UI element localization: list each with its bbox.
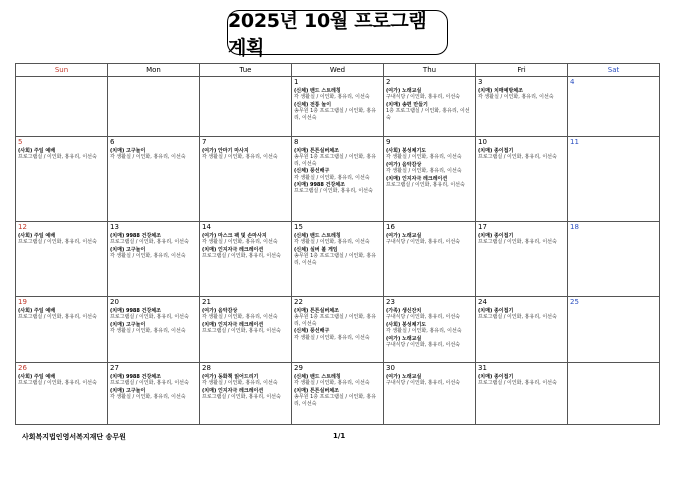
event-detail: 프로그램실 / 이인화, 홍유리, 이선숙 [202,253,281,260]
event-title: (치매) 종이접기 [478,374,514,380]
event-title: (여가) 안마기 마사지 [202,148,249,154]
event-item [202,374,289,387]
day-cell [476,137,568,222]
event-detail: 각 생활실 / 이인화, 홍유리, 이선숙 [202,380,278,387]
day-cell [292,222,384,297]
day-cell [568,297,660,363]
day-cell [108,297,200,363]
day-number: 22 [294,298,303,306]
page-number: 1/1 [333,432,346,440]
event-item [110,148,197,161]
event-detail: 각 생활실 / 이인화, 홍유리, 이선숙 [110,253,186,260]
day-number: 19 [18,298,27,306]
calendar-table [15,63,660,425]
event-title: (신체) 밴드 스트레칭 [294,233,341,239]
day-cell [292,297,384,363]
week-row [16,297,660,363]
day-cell [108,222,200,297]
day-number: 17 [478,223,487,231]
event-detail: 각 생활실 / 이인화, 홍유리, 이선숙 [202,154,278,161]
day-cell [200,297,292,363]
day-number: 15 [294,223,303,231]
event-title: (여가) 음악감상 [202,308,238,314]
event-detail: 구내식당 / 이인화, 홍유리, 이선숙 [386,314,461,321]
event-detail: 프로그램실 / 이인화, 홍유리, 이선숙 [478,239,557,246]
event-item [386,374,473,387]
day-number: 18 [570,223,579,231]
day-number: 12 [18,223,27,231]
day-cell [108,137,200,222]
day-cell [292,137,384,222]
event-item [386,88,473,101]
event-item [386,176,473,189]
event-item [294,182,381,195]
day-cell [292,363,384,425]
event-item [18,308,105,321]
weekday-header: Wed [292,64,384,77]
event-detail: 프로그램실 / 이인화, 홍유리, 이선숙 [18,239,97,246]
day-number: 6 [110,138,115,146]
event-title: (치매) 고구놀이 [110,148,146,154]
event-title: (신체) 밴드 스트레칭 [294,88,341,94]
event-detail: 프로그램실 / 이인화, 홍유리, 이선숙 [110,380,189,387]
event-detail: 프로그램실 / 이인화, 홍유리, 이선숙 [18,380,97,387]
day-number: 7 [202,138,207,146]
event-detail: 구내식당 / 이인화, 홍유리, 이선숙 [386,342,461,349]
event-title: (치매) 튼튼실버체조 [294,308,339,314]
day-cell [200,363,292,425]
day-number: 25 [570,298,579,306]
event-item [110,247,197,260]
day-cell [16,77,108,137]
event-title: (치매) 종이접기 [478,148,514,154]
event-title: (사회) 주일 예배 [18,308,56,314]
event-title: (치매) 9988 건강체조 [110,233,161,239]
event-detail: 프로그램실 / 이인화, 홍유리, 이선숙 [294,188,373,195]
weekday-header: Tue [200,64,292,77]
event-title: (치매) 튼튼실버체조 [294,387,339,394]
event-title: (신체) 실버 볼 게임 [294,246,338,253]
event-detail: 프로그램실 / 이인화, 홍유리, 이선숙 [478,154,557,161]
event-title: (치매) 튼튼실버체조 [294,148,339,154]
event-detail: 각 생활실 / 이인화, 홍유리, 이선숙 [478,94,554,101]
weekday-header: Sat [568,64,660,77]
event-item [294,374,381,387]
week-row [16,137,660,222]
event-item [18,374,105,387]
day-number: 8 [294,138,299,146]
event-item [18,148,105,161]
event-item [18,233,105,246]
day-cell [16,297,108,363]
event-title: (사회) 봉성체기도 [386,148,427,154]
event-title: (신체) 전통 놀이 [294,101,332,108]
day-cell [108,77,200,137]
event-detail: 프로그램실 / 이인화, 홍유리, 이선숙 [202,394,281,401]
day-cell [16,363,108,425]
page-title: 2025년 10월 프로그램 계획 [227,10,448,55]
event-title: (치매) 고구놀이 [110,387,146,394]
day-number: 29 [294,364,303,372]
event-item [110,308,197,321]
event-title: (사회) 주일 예배 [18,374,56,380]
event-item [294,148,381,167]
event-detail: 각 생활실 / 이인화, 홍유리, 이선숙 [294,174,370,181]
day-number: 1 [294,78,299,86]
day-number: 28 [202,364,211,372]
event-item [202,308,289,321]
event-detail: 각 생활실 / 이인화, 홍유리, 이선숙 [110,328,186,335]
event-item [110,233,197,246]
event-detail: 프로그램실 / 이인화, 홍유리, 이선숙 [110,314,189,321]
event-detail: 각 생활실 / 이인화, 홍유리, 이선숙 [202,314,278,321]
day-number: 23 [386,298,395,306]
event-title: (치매) 고구놀이 [110,321,146,328]
event-item [110,322,197,335]
event-detail: 송무원 1층 프로그램실 / 이인화, 홍유리, 이선숙 [294,108,377,121]
weekday-header: Fri [476,64,568,77]
event-item [202,148,289,161]
event-detail: 송무원 1층 프로그램실 / 이인화, 홍유리, 이선숙 [294,253,377,266]
event-detail: 각 생활실 / 이인화, 홍유리, 이선숙 [294,380,370,387]
week-row [16,222,660,297]
event-detail: 프로그램실 / 이인화, 홍유리, 이선숙 [386,182,465,189]
event-item [478,308,565,321]
event-title: (여가) 음악감상 [386,161,422,168]
day-cell [108,363,200,425]
event-detail: 각 생활실 / 이인화, 홍유리, 이선숙 [294,94,370,101]
event-detail: 각 생활실 / 이인화, 홍유리, 이선숙 [202,239,278,246]
day-number: 30 [386,364,395,372]
event-item [478,374,565,387]
event-title: (치매) 송편 만들기 [386,101,428,108]
event-title: (사회) 주일 예배 [18,148,56,154]
event-item [110,388,197,401]
event-item [294,388,381,407]
day-cell [476,77,568,137]
event-title: (치매) 9988 건강체조 [294,182,345,189]
day-cell [568,363,660,425]
event-detail: 프로그램실 / 이인화, 홍유리, 이선숙 [202,328,281,335]
event-item [294,168,381,181]
day-cell [568,77,660,137]
event-detail: 각 생활실 / 이인화, 홍유리, 이선숙 [294,239,370,246]
day-cell [292,77,384,137]
day-cell [384,137,476,222]
event-detail: 송무원 1층 프로그램실 / 이인화, 홍유리, 이선숙 [294,314,377,327]
event-item [386,336,473,349]
day-number: 26 [18,364,27,372]
event-title: (치매) 종이접기 [478,233,514,239]
week-row [16,363,660,425]
event-item [294,308,381,327]
day-number: 13 [110,223,119,231]
day-number: 20 [110,298,119,306]
event-detail: 프로그램실 / 이인화, 홍유리, 이선숙 [18,154,97,161]
day-cell [568,137,660,222]
weekday-header-row [16,64,660,77]
event-title: (치매) 치매예방체조 [478,88,523,94]
event-item [478,233,565,246]
day-number: 10 [478,138,487,146]
event-title: (치매) 종이접기 [478,308,514,314]
day-number: 31 [478,364,487,372]
day-cell [16,137,108,222]
event-item [294,88,381,101]
event-detail: 송무원 1층 프로그램실 / 이인화, 홍유리, 이선숙 [294,394,377,407]
event-title: (여가) 동화책 읽어드리기 [202,374,259,380]
event-detail: 프로그램실 / 이인화, 홍유리, 이선숙 [110,239,189,246]
event-detail: 각 생활실 / 이인화, 홍유리, 이선숙 [386,168,462,175]
day-number: 11 [570,138,579,146]
day-cell [384,77,476,137]
event-title: (치매) 9988 건강체조 [110,308,161,314]
day-cell [200,222,292,297]
day-cell [476,363,568,425]
event-item [294,328,381,341]
weekday-header: Thu [384,64,476,77]
event-title: (사회) 봉성체기도 [386,321,427,328]
event-title: (여가) 노래교실 [386,374,422,380]
event-title: (가족) 생신잔치 [386,308,422,314]
event-detail: 구내식당 / 이인화, 홍유리, 이선숙 [386,94,461,101]
event-title: (치매) 인지자극 레크레이션 [202,246,264,253]
event-title: (신체) 밴드 스트레칭 [294,374,341,380]
event-item [110,374,197,387]
event-item [478,148,565,161]
day-cell [200,77,292,137]
event-detail: 프로그램실 / 이인화, 홍유리, 이선숙 [478,314,557,321]
event-item [386,233,473,246]
day-cell [568,222,660,297]
event-item [478,88,565,101]
day-number: 21 [202,298,211,306]
event-item [294,102,381,121]
day-number: 14 [202,223,211,231]
event-item [202,388,289,401]
event-title: (신체) 풍선배구 [294,328,330,335]
event-detail: 프로그램실 / 이인화, 홍유리, 이선숙 [18,314,97,321]
event-title: (여가) 노래교실 [386,335,422,342]
event-item [386,308,473,321]
event-item [294,233,381,246]
event-detail: 1층 프로그램실 / 이인화, 홍유리, 이선숙 [386,108,470,121]
day-cell [384,222,476,297]
event-item [386,148,473,161]
event-title: (치매) 인지자극 레크레이션 [386,175,448,182]
event-title: (여가) 노래교실 [386,233,422,239]
event-item [202,247,289,260]
event-detail: 구내식당 / 이인화, 홍유리, 이선숙 [386,380,461,387]
event-detail: 각 생활실 / 이인화, 홍유리, 이선숙 [110,394,186,401]
day-number: 2 [386,78,391,86]
event-title: (치매) 인지자극 레크레이션 [202,387,264,394]
event-detail: 각 생활실 / 이인화, 홍유리, 이선숙 [386,328,462,335]
day-cell [16,222,108,297]
event-item [386,162,473,175]
day-cell [384,363,476,425]
event-title: (여가) 노래교실 [386,88,422,94]
event-detail: 송무원 1층 프로그램실 / 이인화, 홍유리, 이선숙 [294,154,377,167]
weekday-header: Mon [108,64,200,77]
event-detail: 각 생활실 / 이인화, 홍유리, 이선숙 [386,154,462,161]
day-cell [476,297,568,363]
day-number: 4 [570,78,575,86]
day-number: 5 [18,138,23,146]
day-number: 16 [386,223,395,231]
day-number: 27 [110,364,119,372]
event-title: (사회) 주일 예배 [18,233,56,239]
day-cell [476,222,568,297]
event-item [202,233,289,246]
day-number: 9 [386,138,391,146]
event-title: (치매) 인지자극 레크레이션 [202,321,264,328]
event-item [294,247,381,266]
week-row [16,77,660,137]
day-number: 24 [478,298,487,306]
event-item [386,322,473,335]
day-cell [384,297,476,363]
event-item [202,322,289,335]
event-item [386,102,473,121]
event-detail: 프로그램실 / 이인화, 홍유리, 이선숙 [478,380,557,387]
footer-organization: 사회복지법인영서복지재단 송무원 [22,433,126,441]
event-title: (신체) 풍선배구 [294,168,330,175]
event-detail: 각 생활실 / 이인화, 홍유리, 이선숙 [110,154,186,161]
event-title: (치매) 9988 건강체조 [110,374,161,380]
event-detail: 구내식당 / 이인화, 홍유리, 이선숙 [386,239,461,246]
weekday-header: Sun [16,64,108,77]
day-cell [200,137,292,222]
event-detail: 각 생활실 / 이인화, 홍유리, 이선숙 [294,334,370,341]
event-title: (치매) 고구놀이 [110,246,146,253]
day-number: 3 [478,78,483,86]
event-title: (여가) 마스크 팩 및 손마사지 [202,233,267,239]
